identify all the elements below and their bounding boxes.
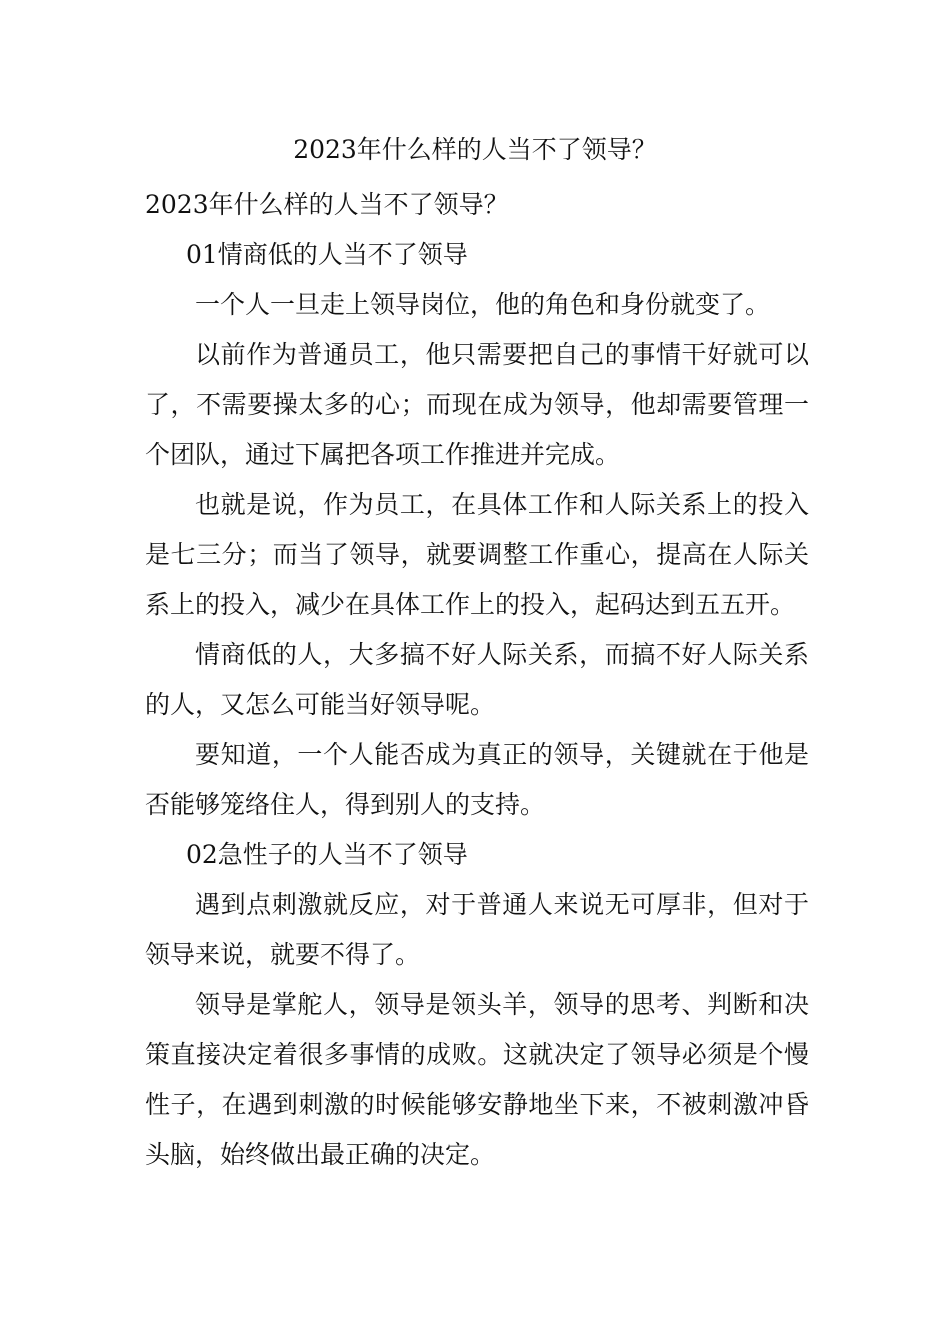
body-paragraph: 情商低的人，大多搞不好人际关系，而搞不好人际关系的人，又怎么可能当好领导呢。 <box>145 640 809 719</box>
body-paragraph: 一个人一旦走上领导岗位，他的角色和身份就变了。 <box>195 290 771 319</box>
subtitle-paragraph: 2023年什么样的人当不了领导？ <box>145 190 509 219</box>
document-body <box>145 180 809 1180</box>
body-paragraph: 领导是掌舵人，领导是领头羊，领导的思考、判断和决策直接决定着很多事情的成败。这就决定了领导必须是个慢性子，在遇到刺激的时候能够安静地坐下来，不被刺激冲昏头脑，始终做出最正确的决定。 <box>145 990 809 1169</box>
section-heading-02: 02急性子的人当不了领导 <box>186 840 468 869</box>
body-paragraph: 遇到点刺激就反应，对于普通人来说无可厚非，但对于领导来说，就要不得了。 <box>145 890 809 969</box>
body-paragraph: 要知道，一个人能否成为真正的领导，关键就在于他是否能够笼络住人，得到别人的支持。 <box>145 740 809 819</box>
body-paragraph: 以前作为普通员工，他只需要把自己的事情干好就可以了，不需要操太多的心；而现在成为领导，他却需要管理一个团队，通过下属把各项工作推进并完成。 <box>145 340 809 469</box>
body-paragraph: 也就是说，作为员工，在具体工作和人际关系上的投入是七三分；而当了领导，就要调整工作重心，提高在人际关系上的投入，减少在具体工作上的投入，起码达到五五开。 <box>145 490 809 619</box>
section-heading-01: 01情商低的人当不了领导 <box>186 240 468 269</box>
document-title: 2023年什么样的人当不了领导？ <box>293 135 657 164</box>
